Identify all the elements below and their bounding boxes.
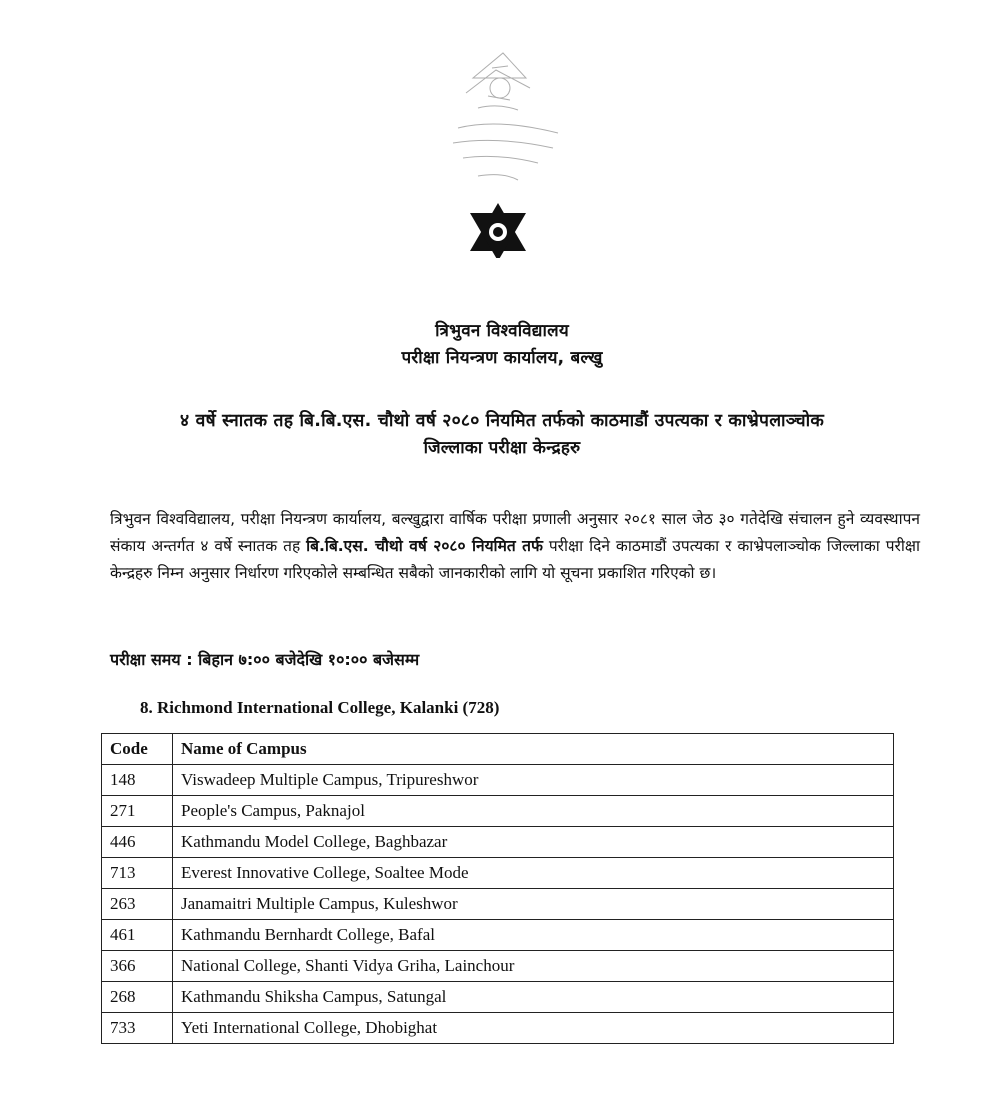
campus-code: 263 <box>102 889 173 920</box>
column-header-code: Code <box>102 734 173 765</box>
exam-time: परीक्षा समय : बिहान ७:०० बजेदेखि १०:०० बजेसम्म <box>110 650 420 669</box>
notice-title-line2: जिल्लाका परीक्षा केन्द्रहरु <box>423 438 581 458</box>
campus-name: Kathmandu Shiksha Campus, Satungal <box>173 982 894 1013</box>
campus-code: 446 <box>102 827 173 858</box>
campus-name: Everest Innovative College, Soaltee Mode <box>173 858 894 889</box>
table-header-row <box>102 734 894 765</box>
notice-body <box>110 506 920 587</box>
exam-center-heading: 8. Richmond International College, Kalanki (728) <box>140 698 500 717</box>
campus-name: Kathmandu Model College, Baghbazar <box>173 827 894 858</box>
table-row <box>102 951 894 982</box>
table-row <box>102 858 894 889</box>
tu-seal-stamp <box>418 48 578 258</box>
campus-code: 271 <box>102 796 173 827</box>
campus-name: Kathmandu Bernhardt College, Bafal <box>173 920 894 951</box>
campus-code: 148 <box>102 765 173 796</box>
notice-text-part2: परीक्षा दिने काठमाडौं उपत्यका र काभ्रेपलाञ्चोक जिल्लाका परीक्षा केन्द्रहरु निम्न अनुसार निर्धारण गरिएकोले सम्बन्धित सबैको जानकारीको लागि यो सूचना प्रकाशित गरिएको छ। <box>110 536 921 582</box>
notice-text-bold: बि.बि.एस. चौथो वर्ष २०८० नियमित तर्फ <box>306 536 543 555</box>
table-row <box>102 889 894 920</box>
university-name: त्रिभुवन विश्वविद्यालय <box>435 321 569 341</box>
table-row <box>102 796 894 827</box>
campus-code: 366 <box>102 951 173 982</box>
notice-text-part1: त्रिभुवन विश्वविद्यालय, परीक्षा नियन्त्रण कार्यालय, बल्खुद्वारा वार्षिक परीक्षा प्रणाली अनुसार २०८१ साल जेठ ३० गतेदेखि संचालन हुने व्यवस्थापन संकाय अन्तर्गत ४ वर्षे स्नातक तह <box>110 509 920 555</box>
table-row <box>102 765 894 796</box>
campus-name: Janamaitri Multiple Campus, Kuleshwor <box>173 889 894 920</box>
campus-code: 733 <box>102 1013 173 1044</box>
table-row <box>102 920 894 951</box>
campus-name: Viswadeep Multiple Campus, Tripureshwor <box>173 765 894 796</box>
table-row <box>102 1013 894 1044</box>
official-seal-and-logo <box>418 48 578 258</box>
campus-name: Yeti International College, Dhobighat <box>173 1013 894 1044</box>
campus-table <box>101 733 894 1044</box>
campus-code: 713 <box>102 858 173 889</box>
table-row <box>102 982 894 1013</box>
star-emblem-icon <box>470 203 526 258</box>
table-row <box>102 827 894 858</box>
campus-name: National College, Shanti Vidya Griha, Lainchour <box>173 951 894 982</box>
office-name: परीक्षा नियन्त्रण कार्यालय, बल्खु <box>401 348 603 368</box>
campus-code: 461 <box>102 920 173 951</box>
campus-code: 268 <box>102 982 173 1013</box>
column-header-name: Name of Campus <box>173 734 894 765</box>
notice-title-line1: ४ वर्षे स्नातक तह बि.बि.एस. चौथो वर्ष २०८० नियमित तर्फको काठमाडौं उपत्यका र काभ्रेपलाञ्चोक <box>179 411 824 431</box>
campus-name: People's Campus, Paknajol <box>173 796 894 827</box>
